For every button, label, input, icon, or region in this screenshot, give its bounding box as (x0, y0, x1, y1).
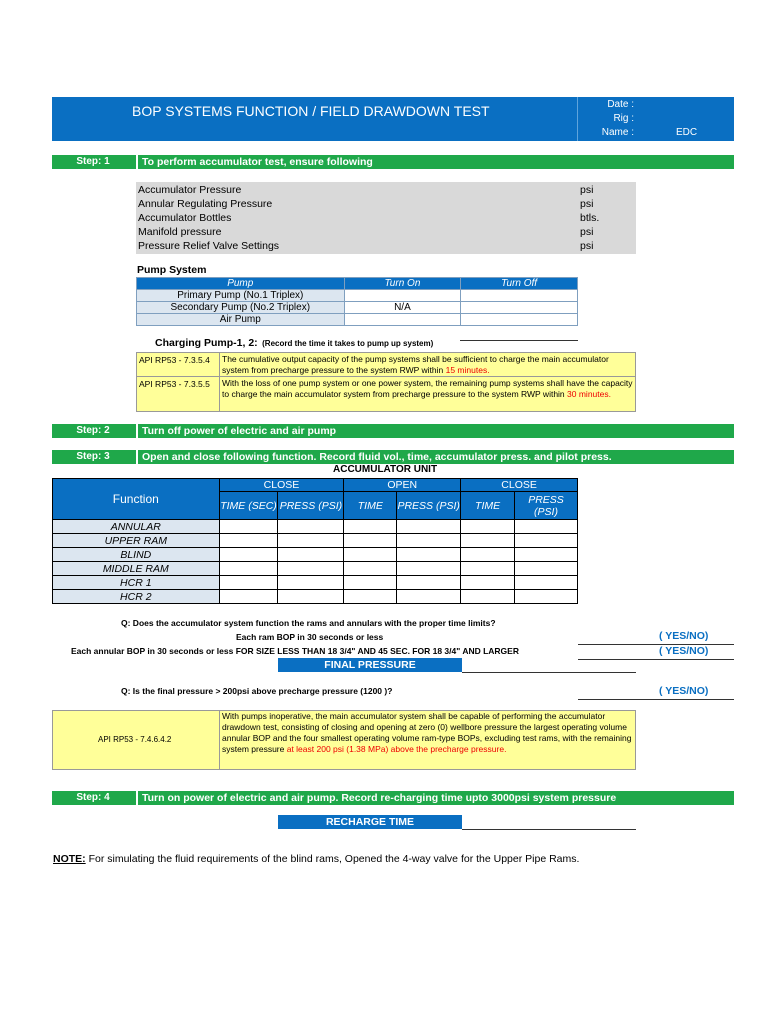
checklist-unit: psi (580, 198, 594, 210)
api-ref-1: API RP53 - 7.3.5.4 (139, 355, 210, 365)
value-cell[interactable] (344, 562, 397, 576)
page-title: BOP SYSTEMS FUNCTION / FIELD DRAWDOWN TEST (132, 103, 490, 119)
value-cell[interactable] (397, 534, 461, 548)
step1-bar (52, 155, 734, 169)
value-cell[interactable] (515, 576, 578, 590)
step2-text: Turn off power of electric and air pump (142, 425, 337, 437)
press-psi-header: PRESS (PSI) (515, 492, 578, 520)
final-answer-line (578, 699, 734, 700)
step1-divider (136, 155, 138, 169)
value-cell[interactable] (278, 590, 344, 604)
press-psi-header: PRESS (PSI) (278, 492, 344, 520)
checklist-item: Annular Regulating Pressure (138, 198, 273, 210)
function-name: BLIND (53, 548, 220, 562)
pump-turn-on[interactable]: N/A (344, 302, 461, 314)
value-cell[interactable] (397, 590, 461, 604)
pump-table (136, 277, 578, 326)
close-group-header: CLOSE (461, 479, 578, 492)
value-cell[interactable] (461, 548, 515, 562)
function-name: MIDDLE RAM (53, 562, 220, 576)
turn-off-header: Turn Off (461, 278, 578, 290)
step1-label: Step: 1 (76, 156, 110, 167)
step3-divider (136, 450, 138, 464)
pump-name: Secondary Pump (No.2 Triplex) (137, 302, 345, 314)
step2-bar (52, 424, 734, 438)
value-cell[interactable] (515, 534, 578, 548)
rig-label: Rig : (613, 113, 634, 124)
api-ref-3: API RP53 - 7.4.6.4.2 (98, 735, 172, 744)
pump-turn-on[interactable] (344, 290, 461, 302)
ram-answer-line (578, 644, 734, 645)
pump-turn-on[interactable] (344, 314, 461, 326)
turn-on-header: Turn On (344, 278, 461, 290)
value-cell[interactable] (278, 520, 344, 534)
final-pressure-label: FINAL PRESSURE (278, 658, 462, 672)
annular-answer-line (578, 659, 734, 660)
api-text-2-main: With the loss of one pump system or one power system, the remaining pump systems shall have the capacity to charge the main accumulator system from precharge pressure to the system RWP within (222, 378, 633, 399)
charging-pump-entry-line[interactable] (460, 340, 578, 341)
pump-turn-off[interactable] (461, 302, 578, 314)
value-cell[interactable] (397, 520, 461, 534)
value-cell[interactable] (278, 548, 344, 562)
api-text-3-red: at least 200 psi (1.38 MPa) above the precharge pressure. (286, 744, 507, 754)
value-cell[interactable] (219, 548, 278, 562)
api-box-1-divider (219, 352, 220, 412)
yes-no-ram[interactable]: ( YES/NO) (659, 630, 709, 642)
pump-name: Air Pump (137, 314, 345, 326)
api-box-3-divider (219, 710, 220, 770)
charging-pump-note: (Record the time it takes to pump up system) (262, 339, 434, 348)
value-cell[interactable] (219, 590, 278, 604)
pump-turn-off[interactable] (461, 314, 578, 326)
accumulator-table (52, 478, 578, 604)
api-text-1-main: The cumulative output capacity of the pump systems shall be sufficient to charge the main accumulator system from precharge pressure to the system RWP within (222, 354, 609, 375)
api-ref-2: API RP53 - 7.3.5.5 (139, 379, 210, 389)
note-row (53, 853, 579, 865)
value-cell[interactable] (461, 590, 515, 604)
close-group-header: CLOSE (219, 479, 344, 492)
value-cell[interactable] (219, 520, 278, 534)
checklist-item: Pressure Relief Valve Settings (138, 240, 280, 252)
value-cell[interactable] (515, 562, 578, 576)
pump-name: Primary Pump (No.1 Triplex) (137, 290, 345, 302)
checklist-unit: psi (580, 184, 594, 196)
value-cell[interactable] (219, 562, 278, 576)
checklist-item: Accumulator Pressure (138, 184, 242, 196)
function-name: HCR 1 (53, 576, 220, 590)
value-cell[interactable] (515, 590, 578, 604)
checklist-item: Manifold pressure (138, 226, 222, 238)
function-name: ANNULAR (53, 520, 220, 534)
step3-text: Open and close following function. Record fluid vol., time, accumulator press. and pilot press. (142, 451, 612, 463)
yes-no-final[interactable]: ( YES/NO) (659, 685, 709, 697)
function-name: UPPER RAM (53, 534, 220, 548)
value-cell[interactable] (515, 520, 578, 534)
time-header: TIME (461, 492, 515, 520)
step4-bar (52, 791, 734, 805)
value-cell[interactable] (219, 576, 278, 590)
api-text-1 (222, 354, 634, 376)
value-cell[interactable] (397, 576, 461, 590)
open-group-header: OPEN (344, 479, 461, 492)
value-cell[interactable] (344, 590, 397, 604)
api-text-3-main: With pumps inoperative, the main accumulator system shall be capable of performing the accumulator drawdown test, consisting of closing and opening at zero (0) wellbore pressure the largest operating volume annular BOP and the four smallest operating volume ram-type BOPs, excluding test rams, with the remaining system pressure (222, 711, 632, 754)
accumulator-unit-title: ACCUMULATOR UNIT (333, 464, 438, 475)
time-sec-header: TIME (SEC) (219, 492, 278, 520)
step2-divider (136, 424, 138, 438)
value-cell[interactable] (461, 576, 515, 590)
api-text-1-red: 15 minutes. (445, 365, 490, 375)
api-text-3 (222, 711, 634, 755)
yes-no-annular[interactable]: ( YES/NO) (659, 645, 709, 657)
name-value: EDC (676, 127, 698, 138)
name-label: Name : (601, 127, 634, 138)
api-text-2 (222, 378, 634, 400)
value-cell[interactable] (344, 534, 397, 548)
date-label: Date : (607, 99, 634, 110)
api-text-2-red: 30 minutes. (567, 389, 611, 399)
step2-label: Step: 2 (76, 425, 110, 436)
step4-label: Step: 4 (76, 792, 110, 803)
step3-bar (52, 450, 734, 464)
note-text: For simulating the fluid requirements of the blind rams, Opened the 4-way valve for the Upper Pipe Rams. (85, 853, 580, 865)
press-psi-header: PRESS (PSI) (397, 492, 461, 520)
checklist-unit: psi (580, 240, 594, 252)
value-cell[interactable] (278, 534, 344, 548)
final-pressure-entry-line[interactable] (462, 672, 636, 673)
checklist-unit: psi (580, 226, 594, 238)
value-cell[interactable] (344, 548, 397, 562)
charging-pump-label: Charging Pump-1, 2: (155, 337, 258, 349)
step4-text: Turn on power of electric and air pump. Record re-charging time upto 3000psi system pressure (142, 792, 617, 804)
question-1-annular: Each annular BOP in 30 seconds or less FOR SIZE LESS THAN 18 3/4" AND 45 SEC. FOR 18 3/4" AND LARGER (71, 646, 519, 656)
value-cell[interactable] (461, 520, 515, 534)
step4-divider (136, 791, 138, 805)
charging-pump-row (155, 333, 433, 351)
value-cell[interactable] (278, 576, 344, 590)
function-name: HCR 2 (53, 590, 220, 604)
checklist-unit: btls. (580, 212, 600, 224)
time-header: TIME (344, 492, 397, 520)
api-box-1-row-divider (136, 376, 636, 377)
step3-label: Step: 3 (76, 451, 110, 462)
note-label: NOTE: (53, 853, 86, 865)
value-cell[interactable] (278, 562, 344, 576)
pump-header: Pump (137, 278, 345, 290)
value-cell[interactable] (461, 534, 515, 548)
value-cell[interactable] (515, 548, 578, 562)
value-cell[interactable] (219, 534, 278, 548)
question-1: Q: Does the accumulator system function the rams and annulars with the proper time limits? (121, 618, 496, 628)
value-cell[interactable] (397, 562, 461, 576)
recharge-time-label: RECHARGE TIME (278, 815, 462, 829)
value-cell[interactable] (344, 520, 397, 534)
step1-text: To perform accumulator test, ensure following (142, 156, 373, 168)
question-2: Q: Is the final pressure > 200psi above precharge pressure (1200 )? (121, 686, 393, 696)
checklist-item: Accumulator Bottles (138, 212, 232, 224)
question-1-ram: Each ram BOP in 30 seconds or less (236, 632, 384, 642)
value-cell[interactable] (397, 548, 461, 562)
function-header: Function (53, 479, 220, 520)
value-cell[interactable] (344, 576, 397, 590)
recharge-time-entry-line[interactable] (462, 829, 636, 830)
value-cell[interactable] (461, 562, 515, 576)
pump-system-title: Pump System (137, 264, 207, 276)
pump-turn-off[interactable] (461, 290, 578, 302)
